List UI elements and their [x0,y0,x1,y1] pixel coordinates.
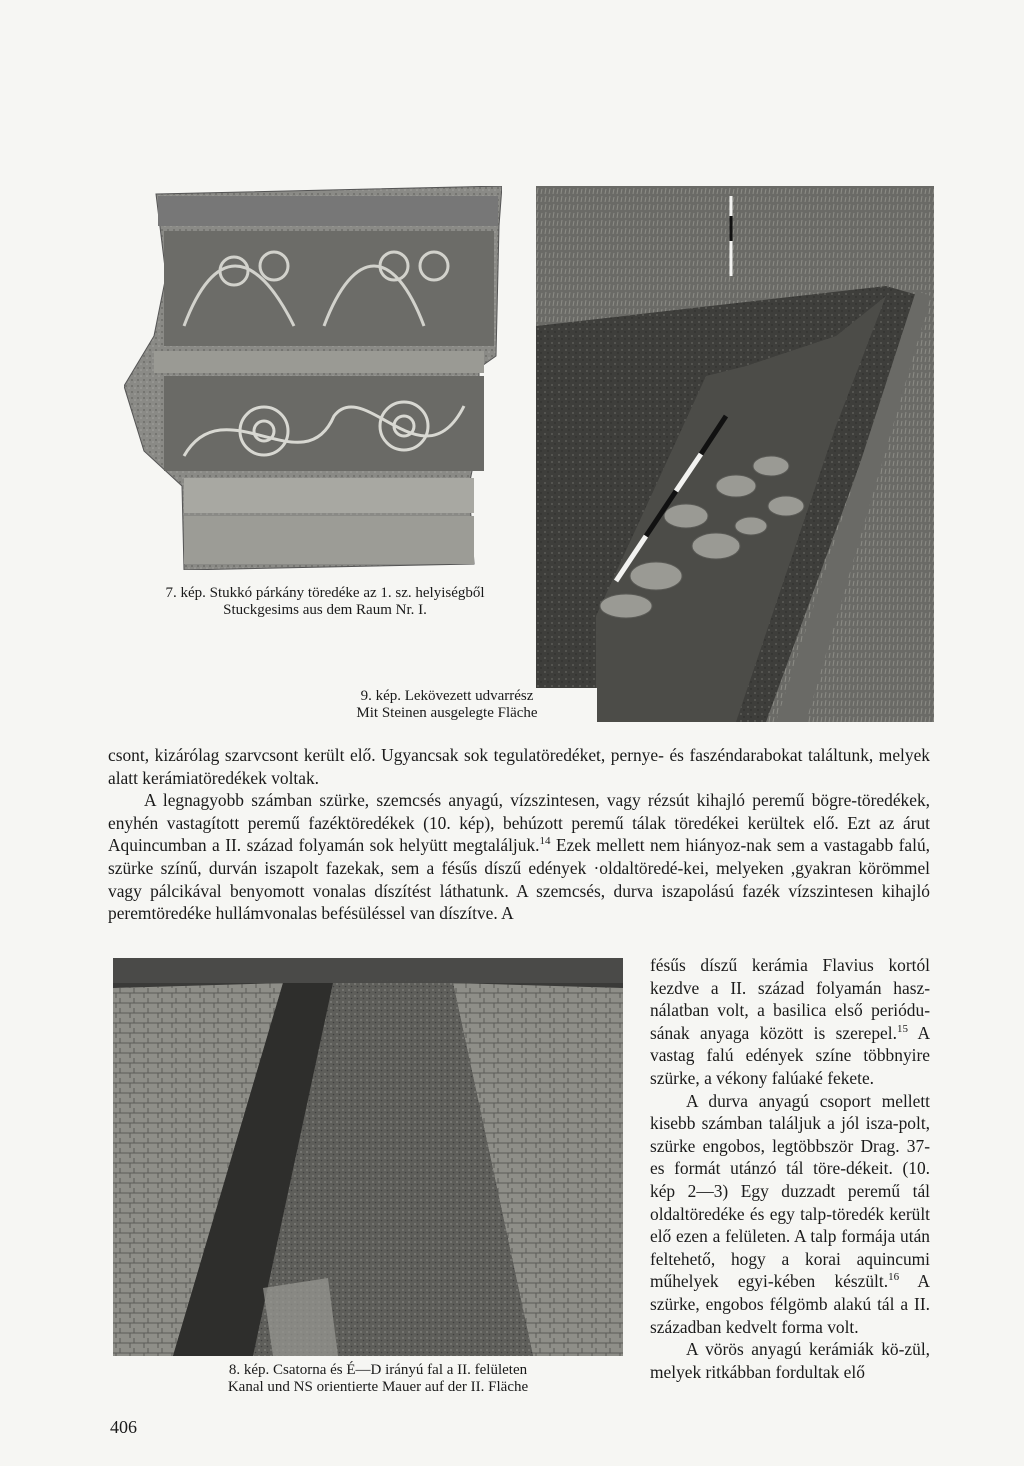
figure-8-caption-hu: 8. kép. Csatorna és É—D irányú fal a II. felületen [228,1362,528,1378]
paragraph-4-part-2: A szürke, engobos félgömb alakú tál a II. században kedvelt forma volt. [650,1271,930,1337]
stone-paved-courtyard-icon [536,186,934,722]
figure-9-caption [297,688,597,722]
paragraph-4-part-1: A durva anyagú csoport mellett kisebb számban találjuk a jól isza-polt, szürke engobos, legtöbbször Drag. 37-es formát utánzó tál törе-dékeit. (10. kép 2—3) Egy duzzadt peremű tál oldaltöredéke és egy talp-töredék került elő ezen a felületen. A talp formája után feltehető, hogy a korai aquincumi műhelyek egyi-kében készült. [650,1090,930,1292]
figure-9-caption-de: Mit Steinen ausgelegte Fläche [356,705,538,721]
stucco-cornice-icon [124,186,502,570]
figure-7-caption-hu: 7. kép. Stukkó párkány töredéke az 1. sz. helyiségből [165,585,485,601]
paragraph-5: A vörös anyagú kerámiák kö-zül, melyek ritkábban fordultak elő [650,1339,930,1382]
body-text-top [108,744,930,925]
footnote-ref-14: 14 [539,835,551,848]
paragraph-1: csont, kizárólag szarvcsont került elő. Ugyancsak sok tegulatöredéket, pernye- és faszéndarabokat találtunk, melyek alatt kerámiatöredékek voltak. [108,745,930,788]
figure-7-photo [124,186,502,570]
paragraph-3-part-2: A vastag falú edények színe többnyire szürke, a vékony falúaké fekete. [650,1022,931,1088]
figure-9-caption-hu: 9. kép. Lekövezett udvarrész [360,688,534,704]
figure-7-caption-de: Stuckgesims aus dem Raum Nr. I. [223,602,427,618]
channel-wall-icon [113,958,623,1356]
paragraph-3-part-1: fésűs díszű kerámia Flavius kortól kezdve a II. század folyamán hasz-nálatban volt, a basilica első periódu-sának anyaga között is szerepel. [650,955,930,1043]
figure-7-caption [135,585,515,619]
footnote-ref-15: 15 [896,1022,908,1035]
paragraph-2-part-1: A legnagyobb számban szürke, szemcsés anyagú, vízszintesen, vagy rézsút kihajló peremű bögre-töredékek, enyhén vastagított peremű fazéktöredékek (10. kép), behúzott peremű tálak töredékei kerültek elő. Ezt az árut Aquincumban a II. század folyamán sok helyütt megtaláljuk. [108,790,930,856]
paragraph-2 [108,789,930,925]
footnote-ref-16: 16 [888,1271,900,1284]
paragraph-2-part-2: Ezek mellett nem hiányoz-nak sem a vastagabb falú, szürke színű, durván iszapolt fazekak, sem a fésűs díszű edények ·oldaltöredé-kei, melyeken ,gyakran körömmel vagy pálcikával benyomott vonalas díszítést láthatunk. A szemcsés, durva iszapolású fazék vízszintesen kihajló peremtöredéke hullámvonalas befésüléssel van díszítve. A [108,835,931,924]
page-number: 406 [110,1417,137,1437]
paragraph-3 [650,954,930,1090]
body-text-right-column [650,954,930,1383]
paragraph-4 [650,1090,930,1339]
figure-8-caption-de: Kanal und NS orientierte Mauer auf der II. Fläche [227,1379,529,1395]
figure-8-caption [188,1362,568,1396]
figure-9-photo [536,186,934,722]
figure-8-photo [113,958,623,1356]
